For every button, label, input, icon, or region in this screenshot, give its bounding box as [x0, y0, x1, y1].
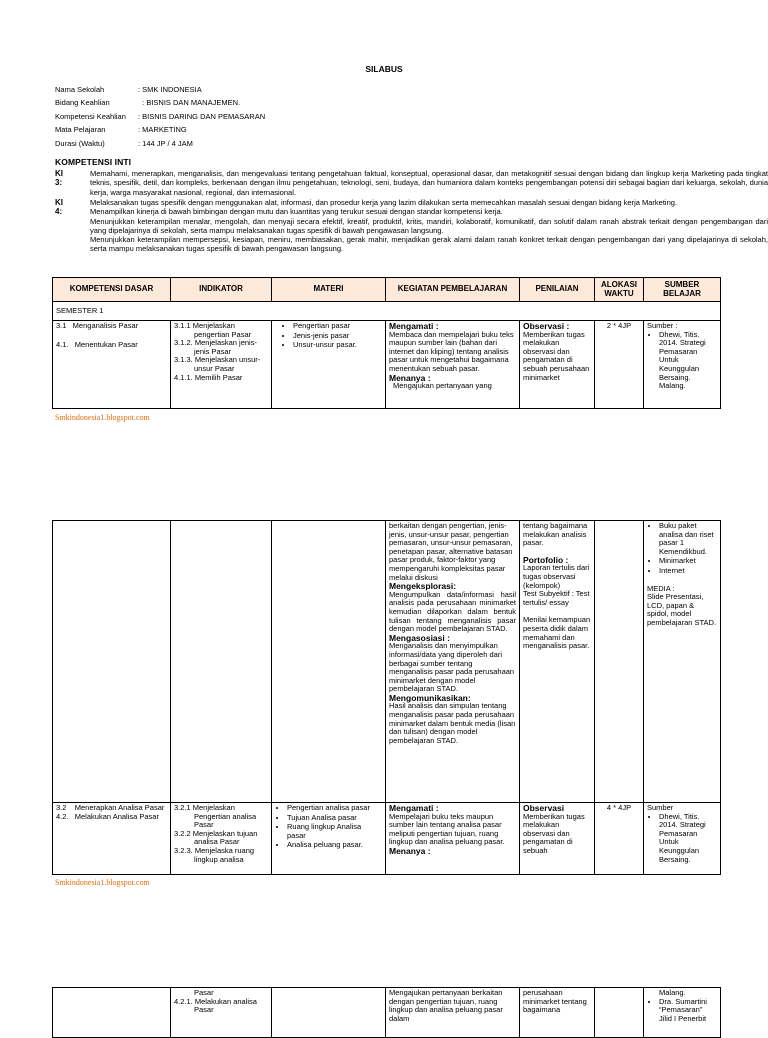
- indikator-item: 3.1.2. Menjelaskan jenis-jenis Pasar: [174, 338, 257, 356]
- kegiatan-heading: Mengeksplorasi:: [389, 581, 457, 592]
- col-header-kompetensi-dasar: KOMPETENSI DASAR: [53, 278, 171, 302]
- semester-label: SEMESTER 1: [53, 302, 721, 321]
- materi-list: [275, 322, 382, 350]
- table-row: [53, 321, 721, 409]
- sumber-heading: Sumber: [647, 803, 674, 812]
- kd-cell: [53, 803, 171, 875]
- identity-value: : BISNIS DAN MANAJEMEN.: [138, 98, 241, 108]
- sumber-cell: [644, 803, 721, 875]
- alokasi-cell: 4 * 4JP: [595, 803, 644, 875]
- kegiatan-cell: [386, 521, 520, 803]
- col-header-kegiatan: KEGIATAN PEMBELAJARAN: [386, 278, 520, 302]
- kegiatan-heading: Menanya :: [389, 372, 431, 383]
- identity-row: [55, 96, 265, 109]
- kd-item: 4.1. Menentukan Pasar: [56, 339, 138, 349]
- sumber-item: • Dhewi, Titis. 2014. Strategi Pemasaran Untuk Keunggulan Bersaing. Malang.: [659, 331, 717, 391]
- table-row: [53, 521, 721, 803]
- kegiatan-text: Mengumpulkan data/informasi hasil analisis pada perusahaan minimarket kemudian dilaporkan dalam bentuk tulisan tentang menganalisis pasar dengan model pembelajaran STAD.: [389, 589, 516, 634]
- kegiatan-heading: Mengasosiasi :: [389, 632, 450, 643]
- alokasi-cell: 2 * 4JP: [595, 321, 644, 409]
- indikator-item: 3.1.3. Menjelaskan unsur-unsur Pasar: [174, 355, 261, 373]
- materi-cell: [272, 803, 386, 875]
- media-heading: MEDIA :: [647, 583, 675, 593]
- sumber-cell: [644, 321, 721, 409]
- kd-cell: [53, 521, 171, 803]
- kegiatan-cell: Mengajukan pertanyaan berkaitan dengan pengertian tujuan, ruang lingkup dan analisa peluang pasar dalam: [386, 988, 520, 1038]
- kegiatan-text: Mengajukan pertanyaan yang: [393, 381, 492, 391]
- identity-label: Bidang Keahlian: [55, 98, 110, 108]
- kegiatan-text: Menganalisis dan menyimpulkan informasi/data yang diperoleh dari berbagai sumber tentang menganalisis pasar pada perusahaan minimarket dengan model pembelajaran STAD.: [389, 641, 515, 694]
- indikator-item: 3.2.2 Menjelaskan tujuan analisa Pasar: [174, 828, 258, 847]
- sumber-item: • Minimarket: [659, 557, 717, 566]
- penilaian-text: Memberikan tugas melakukan observasi dan pengamatan di sebuah: [523, 811, 585, 855]
- indikator-item: Pasar: [194, 988, 214, 997]
- col-header-alokasi: ALOKASI WAKTU: [595, 278, 644, 302]
- kegiatan-heading: Mengomunikasikan:: [389, 692, 471, 703]
- identity-row: [55, 137, 265, 150]
- kegiatan-cell: [386, 321, 520, 409]
- sumber-item: • Dhewi, Titis. 2014. Strategi Pemasaran Untuk Keunggulan Bersaing.: [659, 813, 717, 865]
- indikator-item: 3.1.1 Menjelaskan pengertian Pasar: [174, 321, 252, 339]
- materi-item: • Pengertian analisa pasar: [287, 804, 382, 813]
- col-header-materi: MATERI: [272, 278, 386, 302]
- penilaian-text: Laporan tertulis dari tugas observasi (kelompok): [523, 563, 590, 590]
- identity-value: : 144 JP / 4 JAM: [138, 138, 193, 148]
- ki4-paragraph: Menunjukkan keterampilan mempersepsi, kesiapan, meniru, membiasakan, gerak mahir, menjadikan gerak alami dalam ranah konkret terkait dengan pengembangan dari yang dipelajarinya di sekolah, serta mampu melaksanakan tugas spesifik di bawah pengawasan langsung.: [90, 235, 768, 254]
- sumber-item: • Dra. Sumartini “Pemasaran” Jilid I Penerbit: [659, 998, 717, 1024]
- ki-heading: KOMPETENSI INTI: [55, 157, 132, 167]
- identity-block: [55, 83, 265, 150]
- materi-cell: [272, 321, 386, 409]
- sumber-heading: Sumber :: [647, 321, 678, 330]
- col-header-penilaian: PENILAIAN: [520, 278, 595, 302]
- sumber-item: • Internet: [659, 567, 717, 576]
- col-header-indikator: INDIKATOR: [171, 278, 272, 302]
- indikator-item: 4.1.1. Memilih Pasar: [174, 372, 243, 382]
- kegiatan-text: Hasil analisis dan simpulan tentang menganalisis pasar pada perusahaan minimarket dalam bentuk media (lisan dan tulisan) dengan model pembelajaran STAD.: [389, 701, 516, 745]
- penilaian-heading: Observasi: [523, 803, 565, 813]
- identity-value: : BISNIS DARING DAN PEMASARAN: [138, 111, 266, 121]
- syllabus-table-part-3: [52, 987, 721, 1038]
- identity-label: Kompetensi Keahlian: [55, 111, 126, 121]
- identity-row: [55, 83, 265, 96]
- media-text: Slide Presentasi, LCD, papan & spidol, model pembelajaran STAD.: [647, 592, 717, 627]
- kd-item: 3.2 Menerapkan Analisa Pasar: [56, 803, 165, 812]
- indikator-cell: [171, 321, 272, 409]
- kegiatan-text: Membaca dan mempelajari buku teks maupun sumber lain (bahan dari internet dan kliping) tentang analisis pasar untuk mengetahui bagaimana menentukan sebuah pasar.: [389, 329, 514, 373]
- sumber-list: [647, 331, 717, 391]
- penilaian-text: Memberikan tugas melakukan observasi dan pengamatan di sebuah perusahaan minimarket: [523, 329, 590, 382]
- identity-row: [55, 123, 265, 136]
- materi-item: • Ruang lingkup Analisa pasar: [287, 823, 382, 840]
- indikator-cell: [171, 988, 272, 1038]
- semester-row: [53, 302, 721, 321]
- table-row: [53, 988, 721, 1038]
- identity-label: Mata Pelajaran: [55, 125, 106, 135]
- col-header-sumber: SUMBER BELAJAR: [644, 278, 721, 302]
- materi-cell: [272, 521, 386, 803]
- materi-item: • Tujuan Analisa pasar: [287, 814, 382, 823]
- identity-value: : SMK INDONESIA: [138, 85, 202, 94]
- kd-item: 4.2. Melakukan Analisa Pasar: [56, 811, 159, 821]
- materi-item: • Pengertian pasar: [293, 322, 382, 331]
- penilaian-cell: [520, 803, 595, 875]
- identity-value: : MARKETING: [138, 125, 187, 135]
- penilaian-cell: [520, 321, 595, 409]
- identity-label: Durasi (Waktu): [55, 138, 105, 148]
- sumber-text: Malang.: [659, 988, 686, 997]
- alokasi-cell: [595, 521, 644, 803]
- kegiatan-heading: Menanya :: [389, 845, 431, 856]
- alokasi-cell: [595, 988, 644, 1038]
- page-title: SILABUS: [365, 64, 403, 74]
- kd-cell: [53, 988, 171, 1038]
- syllabus-table-part-2: [52, 520, 721, 875]
- materi-list: [275, 804, 382, 850]
- penilaian-cell: [520, 521, 595, 803]
- penilaian-heading: Observasi :: [523, 321, 570, 331]
- penilaian-cell: perusahaan minimarket tentang bagaimana: [520, 988, 595, 1038]
- materi-item: • Analisa peluang pasar.: [287, 841, 382, 850]
- penilaian-text: tentang bagaimana melakukan analisis pasar.: [523, 521, 588, 548]
- footer-link[interactable]: Smkindonesia1.blogspot.com: [55, 413, 150, 422]
- kegiatan-text: berkaitan dengan pengertian, jenis-jenis, unsur-unsur pasar, pengertian pemasaran, unsur-unsur pemasaran, penetapan pasar, alternative batasan pasar produk, faktor-faktor yang mempengaruhi kompleksitas pasar melalui diskusi: [389, 521, 513, 582]
- indikator-cell: [171, 521, 272, 803]
- penilaian-text: Menilai kemampuan peserta didik dalam memahami dan menganalisis pasar.: [523, 615, 591, 651]
- materi-item: • Jenis-jenis pasar: [293, 332, 382, 341]
- sumber-list: [647, 522, 717, 576]
- sumber-list: [647, 813, 717, 865]
- indikator-item: 3.2.3. Menjelaska ruang lingkup analisa: [174, 845, 255, 864]
- ki4-text: [90, 198, 768, 254]
- footer-link[interactable]: Smkindonesia1.blogspot.com: [55, 878, 150, 887]
- indikator-cell: [171, 803, 272, 875]
- ki4-paragraph: Menunjukkan keterampilan menalar, mengolah, dan menyaji secara efektif, kreatif, produktif, kritis, mandiri, kolaboratif, komunikatif, dan solutif dalam ranah abstrak terkait dengan pengembangan dari yang dipelajarinya di sekolah, serta mampu melaksanakan tugas spesifik di bawah pengawasan langsung.: [90, 216, 768, 235]
- materi-cell: [272, 988, 386, 1038]
- ki4-paragraph: Menampilkan kinerja di bawah bimbingan dengan mutu dan kuantitas yang terukur sesuai dengan standar kompetensi kerja.: [90, 207, 503, 217]
- penilaian-heading: Portofolio :: [523, 554, 569, 565]
- ki3-label: KI 3:: [55, 169, 63, 188]
- ki3-text: Memahami, menerapkan, menganalisis, dan mengevaluasi tentang pengetahuan faktual, konseptual, operasional dasar, dan metakognitif sesuai dengan bidang dan lingkup kerja Marketing pada tingkat teknis, spesifik, detil, dan kompleks, berkenaan dengan ilmu pengetahuan, teknologi, seni, budaya, dan humaniora dalam konteks pengembangan potensi diri sebagai bagian dari keluarga, sekolah, dunia kerja, warga masyarakat nasional, regional, dan internasional.: [90, 169, 768, 197]
- sumber-cell: [644, 521, 721, 803]
- identity-label: Nama Sekolah: [55, 85, 105, 94]
- table-row: [53, 803, 721, 875]
- materi-item: • Unsur-unsur pasar.: [293, 341, 382, 350]
- table-header-row: [53, 278, 721, 302]
- kegiatan-heading: Mengamati :: [389, 803, 439, 813]
- indikator-item: 3.2.1 Menjelaskan Pengertian analisa Pasar: [174, 803, 257, 830]
- kegiatan-cell: [386, 803, 520, 875]
- sumber-list: [647, 998, 717, 1024]
- kd-item: 3.1 Menganalisis Pasar: [56, 321, 139, 330]
- kegiatan-heading: Mengamati :: [389, 321, 439, 331]
- ki4-paragraph: Melaksanakan tugas spesifik dengan menggunakan alat, informasi, dan prosedur kerja yang lazim dilakukan serta memecahkan masalah sesuai dengan bidang kerja Marketing.: [90, 198, 678, 207]
- sumber-cell: [644, 988, 721, 1038]
- indikator-item: 4.2.1. Melakukan analisa Pasar: [174, 996, 257, 1015]
- penilaian-text: Test Subyektif : Test tertulis/ essay: [523, 589, 590, 607]
- sumber-item: • Buku paket analisa dan riset pasar 1 Kemendikbud.: [659, 522, 717, 556]
- kd-cell: [53, 321, 171, 409]
- ki4-label: KI 4:: [55, 198, 63, 217]
- syllabus-table-part-1: [52, 277, 721, 409]
- kegiatan-text: Mempelajari buku teks maupun sumber lain tentang analisa pasar meliputi pengertian tujuan, ruang lingkup dan analisa peluang pasar.: [389, 811, 505, 847]
- identity-row: [55, 110, 265, 123]
